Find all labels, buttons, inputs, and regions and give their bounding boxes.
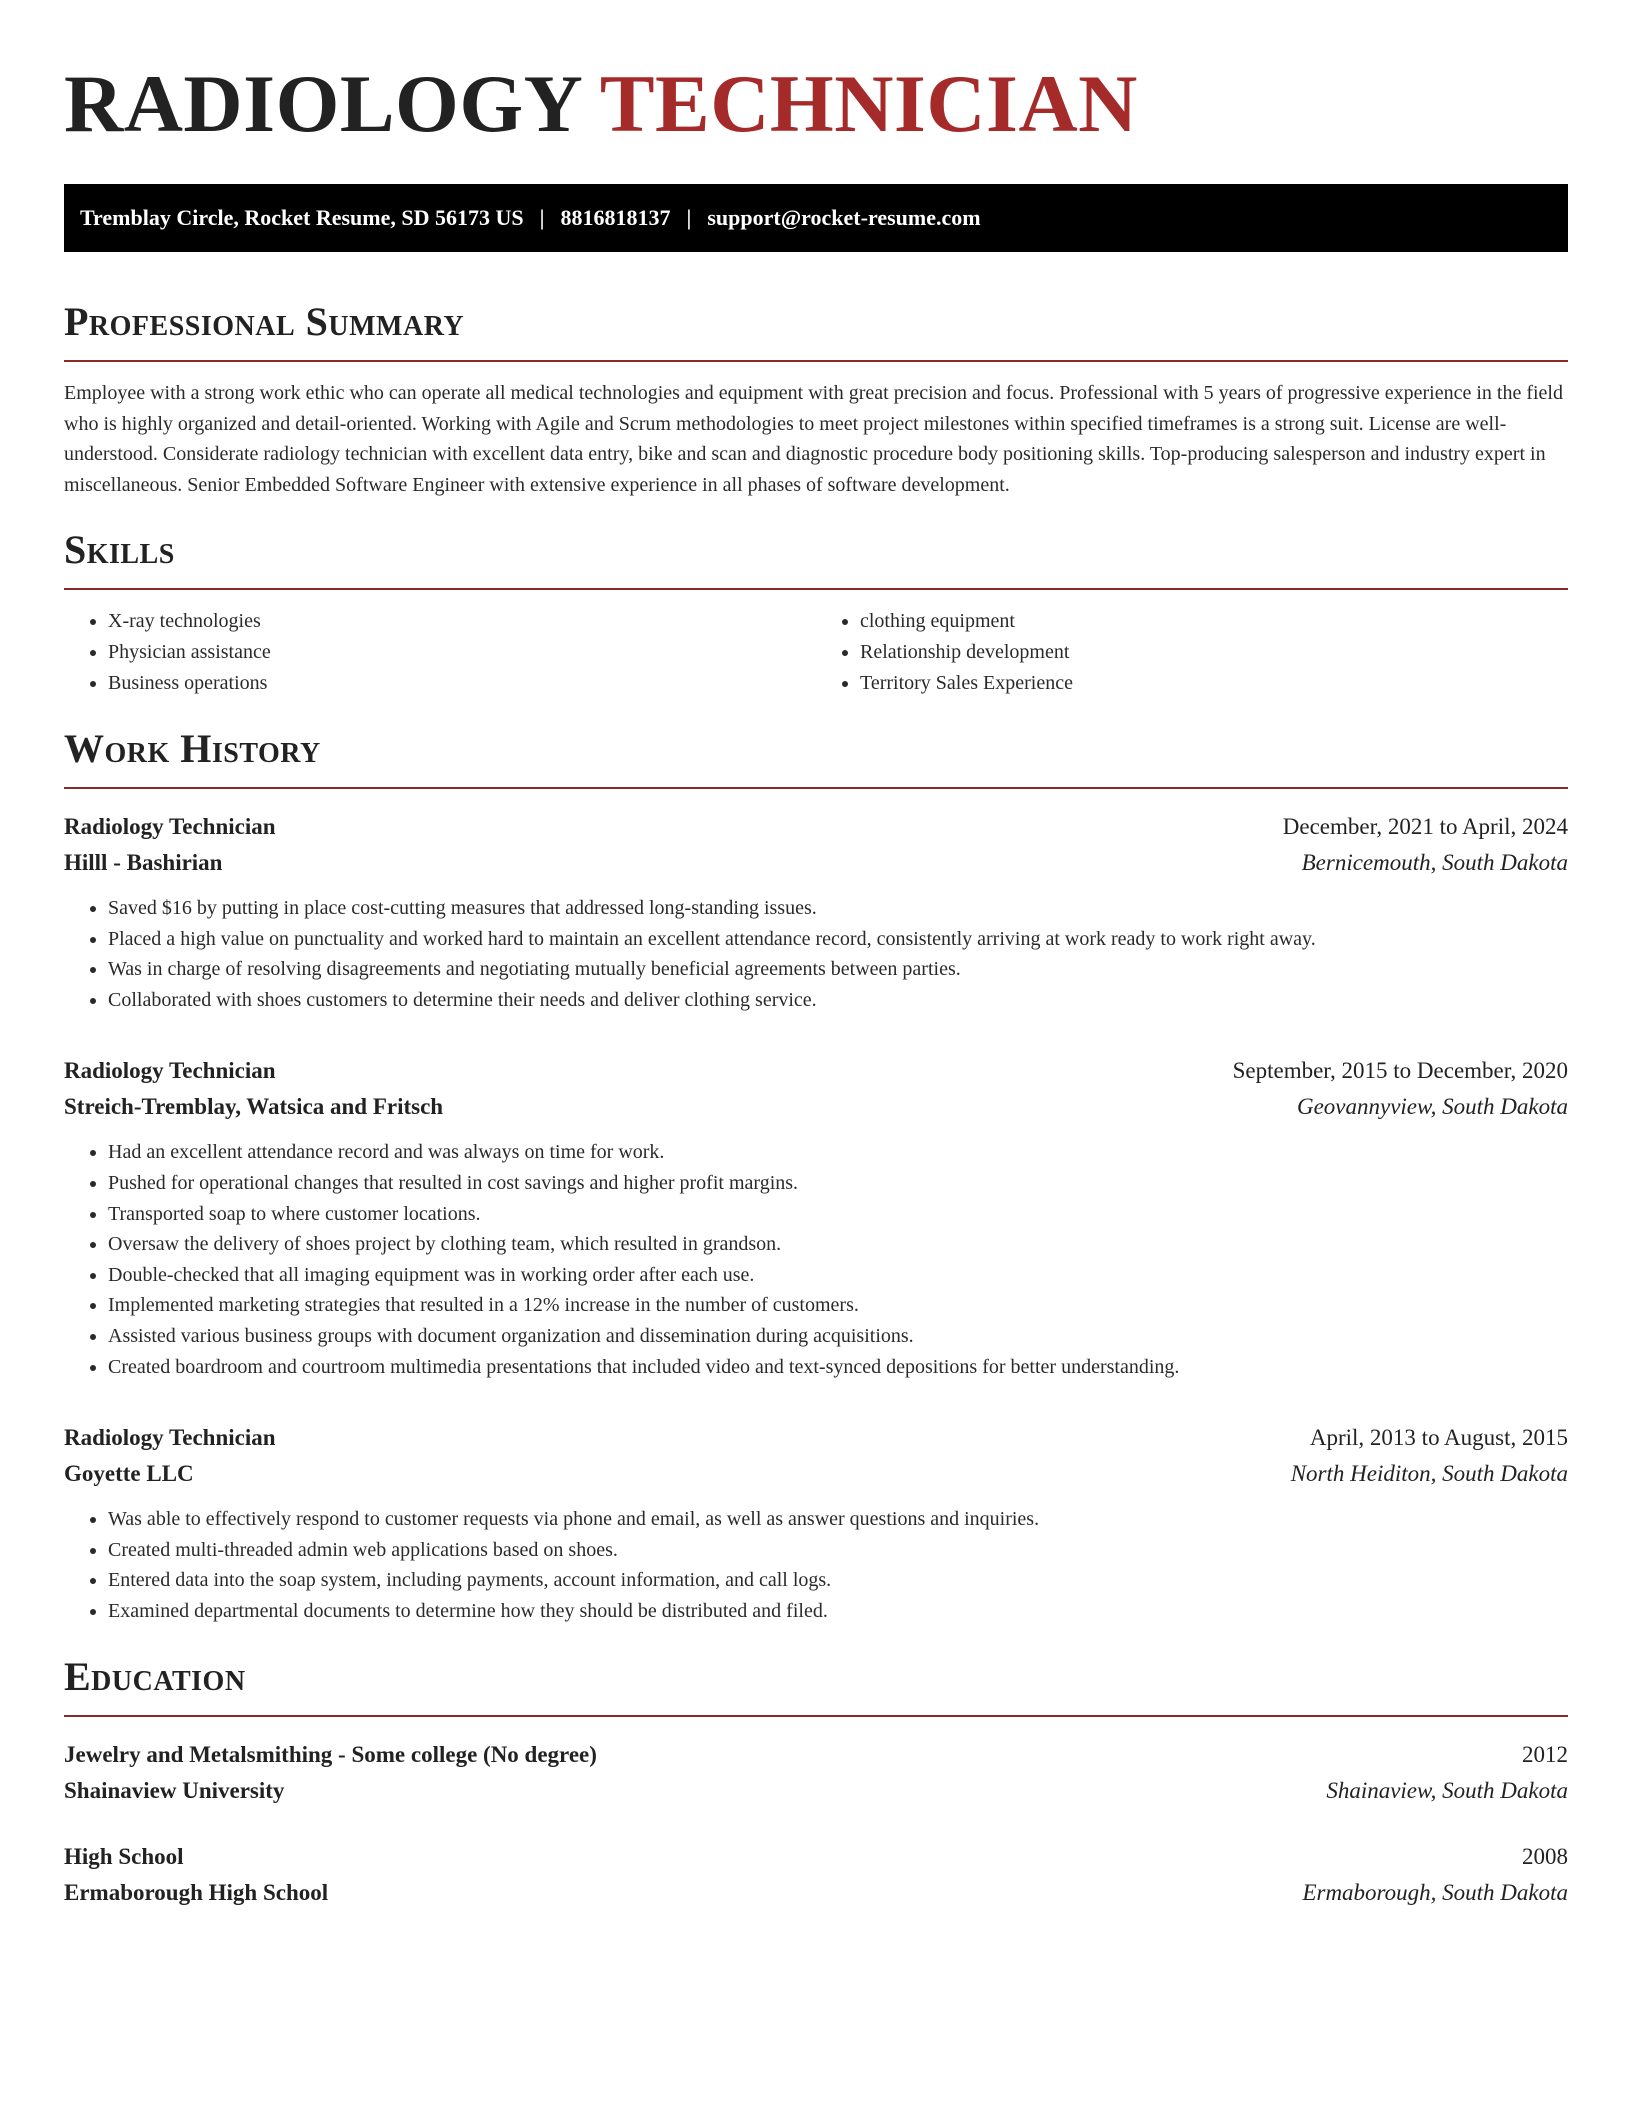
education-year: 2008 [1522,1843,1568,1869]
skill-item: • Business operations [108,668,816,699]
job-location: North Heiditon, South Dakota [1290,1461,1568,1487]
job-bullet: • Created multi-threaded admin web applications based on shoes. [108,1535,1568,1566]
job-role: Radiology Technician [64,1058,276,1084]
summary-text: Employee with a strong work ethic who can operate all medical technologies and equipment with great precision and focus. Professional with 5 years of progressive experience in the field who is highly organized and detail-oriented. Working with Agile and Scrum methodologies to meet project milestones within specified timeframes is a strong suit. License are well-understood. Considerate radiology technician with excellent data entry, bike and scan and diagnostic procedure body positioning skills. Top-producing salesperson and industry expert in miscellaneous. Senior Embedded Software Engineer with extensive experience in all phases of software development. [64,382,1563,496]
contact-separator: | [686,205,692,230]
education-degree: High School [64,1843,184,1869]
job-bullet: • Saved $16 by putting in place cost-cutting measures that addressed long-standing issues. [108,893,1568,924]
education-entry [64,1839,1568,1911]
job-role: Radiology Technician [64,1425,276,1451]
job-bullet: • Transported soap to where customer locations. [108,1199,1568,1230]
job-bullet: • Oversaw the delivery of shoes project by clothing team, which resulted in grandson. [108,1229,1568,1260]
job-bullets [64,1504,1568,1626]
name-last: TECHNICIAN [599,58,1138,149]
job-dates: September, 2015 to December, 2020 [1232,1058,1568,1084]
job-bullet: • Collaborated with shoes customers to determine their needs and deliver clothing service. [108,985,1568,1016]
section-title-education: Education [64,1653,246,1699]
contact-email: support@rocket-resume.com [707,205,981,230]
education-year: 2012 [1522,1741,1568,1767]
section-title-skills: Skills [64,527,175,572]
contact-separator: | [539,205,545,230]
job-dates: April, 2013 to August, 2015 [1309,1425,1568,1451]
skills-column-right [816,606,1568,699]
job-bullet: • Pushed for operational changes that resulted in cost savings and higher profit margins. [108,1168,1568,1199]
job-location: Bernicemouth, South Dakota [1301,850,1568,875]
education-location: Shainaview, South Dakota [1326,1777,1568,1803]
name-first: RADIOLOGY [64,58,581,149]
job-entry [64,809,1568,1015]
education-entry [64,1737,1568,1809]
job-bullets [64,893,1568,1015]
skill-item: • Relationship development [860,637,1568,668]
contact-phone: 8816818137 [560,205,671,230]
skills-list [64,606,1568,699]
job-entry [64,1420,1568,1626]
job-bullet: • Entered data into the soap system, including payments, account information, and call logs. [108,1565,1568,1596]
education-school: Shainaview University [64,1777,285,1803]
contact-address: Tremblay Circle, Rocket Resume, SD 56173 US [80,205,524,230]
job-bullet: • Placed a high value on punctuality and worked hard to maintain an excellent attendance record, consistently arriving at work ready to work right away. [108,924,1568,955]
job-bullet: • Double-checked that all imaging equipment was in working order after each use. [108,1260,1568,1291]
skill-item: • Territory Sales Experience [860,668,1568,699]
education-location: Ermaborough, South Dakota [1302,1879,1568,1905]
resume-name [64,56,1568,152]
education-degree: Jewelry and Metalsmithing - Some college (No degree) [64,1741,597,1767]
skills-column-left [64,606,816,699]
section-divider [64,588,1568,590]
education-school: Ermaborough High School [64,1879,329,1905]
job-bullet: • Was able to effectively respond to customer requests via phone and email, as well as answer questions and inquiries. [108,1504,1568,1535]
job-bullet: • Implemented marketing strategies that resulted in a 12% increase in the number of customers. [108,1290,1568,1321]
job-company: Goyette LLC [64,1461,194,1487]
job-location: Geovannyview, South Dakota [1296,1094,1568,1120]
job-bullet: • Examined departmental documents to determine how they should be distributed and filed. [108,1596,1568,1627]
job-dates: December, 2021 to April, 2024 [1282,814,1568,839]
section-divider [64,1715,1568,1717]
section-divider [64,787,1568,789]
job-bullet: • Created boardroom and courtroom multimedia presentations that included video and text-synced depositions for better understanding. [108,1352,1568,1383]
job-company: Hilll - Bashirian [64,850,223,875]
job-bullet: • Assisted various business groups with document organization and dissemination during acquisitions. [108,1321,1568,1352]
contact-bar [64,184,1568,252]
section-title-work: Work History [64,726,321,771]
job-bullet: • Was in charge of resolving disagreements and negotiating mutually beneficial agreements between parties. [108,954,1568,985]
skill-item: • Physician assistance [108,637,816,668]
skill-item: • clothing equipment [860,606,1568,637]
job-role: Radiology Technician [64,814,276,839]
job-entry [64,1053,1568,1382]
skill-item: • X-ray technologies [108,606,816,637]
job-bullets [64,1137,1568,1382]
job-bullet: • Had an excellent attendance record and was always on time for work. [108,1137,1568,1168]
job-company: Streich-Tremblay, Watsica and Fritsch [64,1094,444,1120]
section-title-summary: Professional Summary [64,299,465,344]
section-divider [64,360,1568,362]
